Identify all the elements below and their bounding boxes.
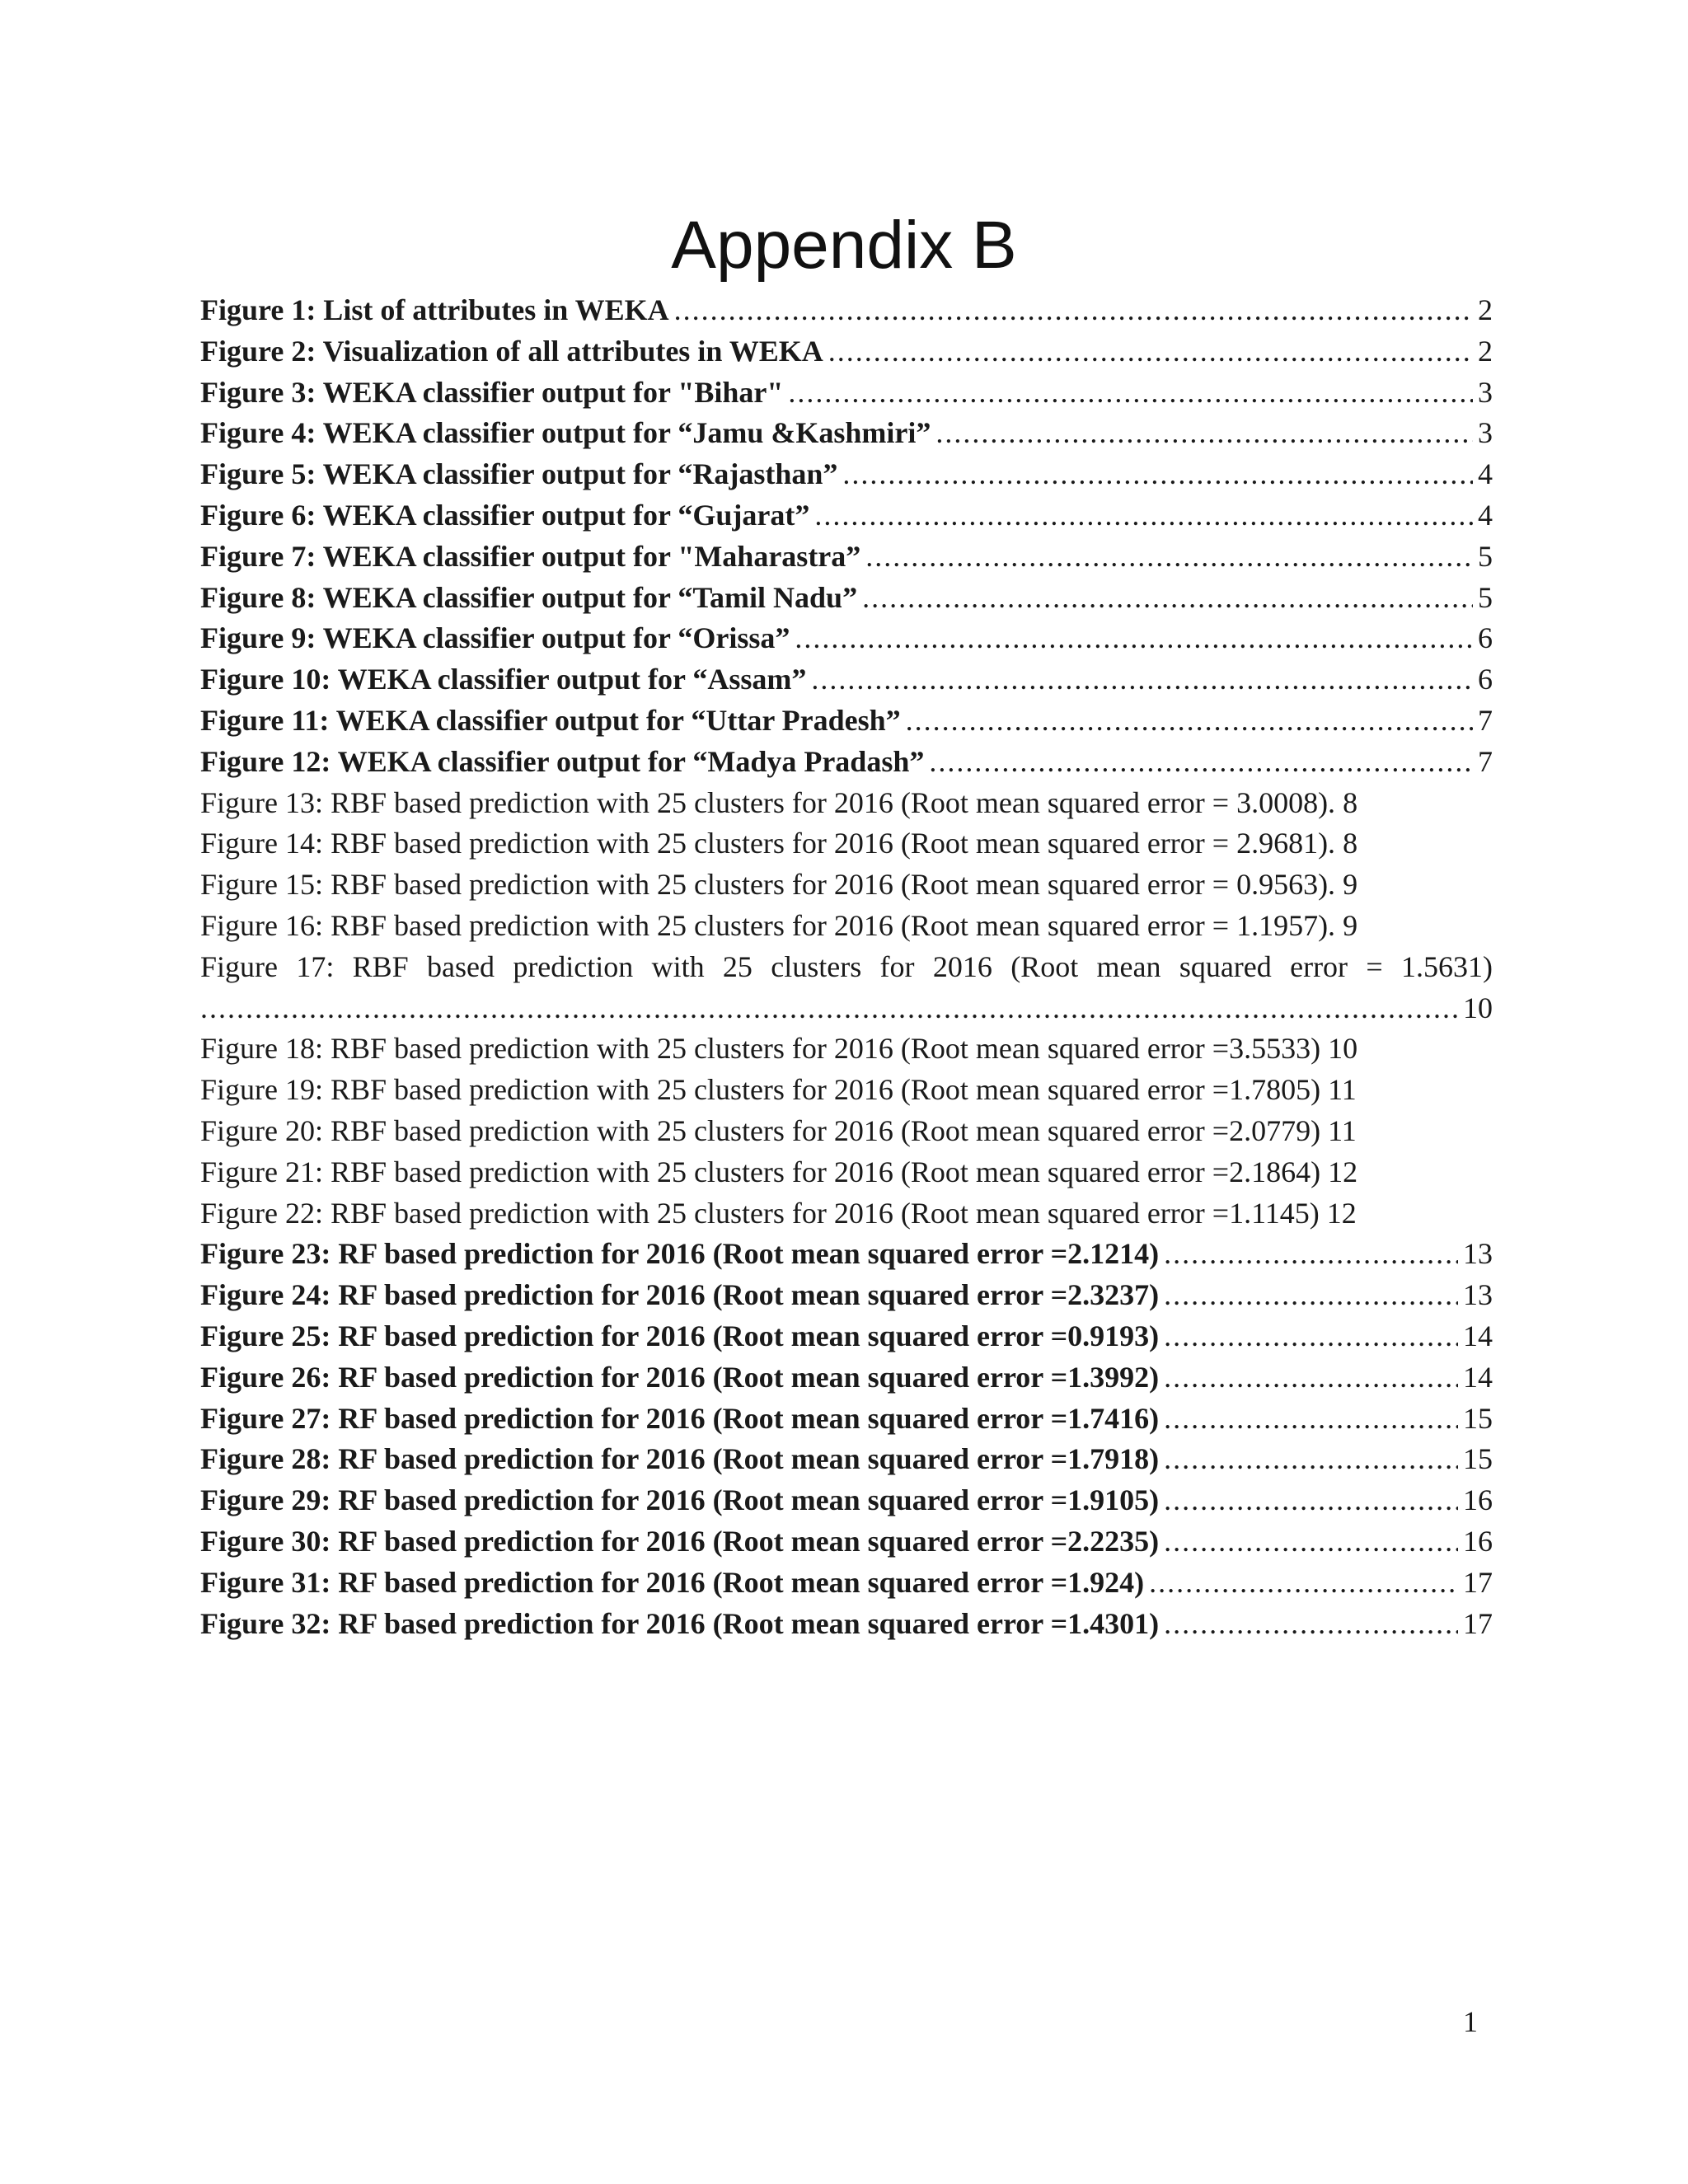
toc-dot-leader: [788, 373, 1473, 414]
toc-entry-text: Figure 20: RBF based prediction with 25 clusters for 2016 (Root mean squared error =2.0779): [200, 1113, 1321, 1147]
toc-dot-leader: [1149, 1563, 1458, 1604]
toc-dot-leader: [1164, 1234, 1458, 1275]
toc-entry-figure-26[interactable]: [200, 1357, 1493, 1399]
toc-page-number: 8: [1343, 827, 1358, 860]
toc-entry-figure-27[interactable]: [200, 1399, 1493, 1440]
toc-page-number: 7: [1478, 703, 1493, 737]
toc-entry-figure-28[interactable]: [200, 1439, 1493, 1480]
toc-entry-figure-24[interactable]: [200, 1275, 1493, 1316]
toc-page-number: 13: [1463, 1237, 1493, 1271]
toc-dot-leader: [862, 578, 1473, 619]
toc-page-number: 14: [1463, 1360, 1493, 1394]
toc-page-number: 11: [1328, 1073, 1357, 1107]
toc-dot-leader: [828, 331, 1473, 373]
toc-entry-text: Figure 28: RF based prediction for 2016 (Root mean squared error =1.7918): [200, 1442, 1160, 1476]
toc-entry-figure-25[interactable]: [200, 1316, 1493, 1357]
toc-entry-text: Figure 32: RF based prediction for 2016 (Root mean squared error =1.4301): [200, 1606, 1160, 1640]
page-number: 1: [1463, 2005, 1478, 2038]
toc-dot-leader: [1164, 1357, 1458, 1399]
toc-entry-figure-21[interactable]: [200, 1152, 1493, 1193]
toc-dot-leader: [1164, 1604, 1458, 1645]
toc-dot-leader: [200, 988, 1458, 1029]
toc-dot-leader: [814, 495, 1473, 537]
toc-entry-text: Figure 5: WEKA classifier output for “Rajasthan”: [200, 457, 838, 491]
toc-page-number: 9: [1343, 908, 1358, 942]
toc-entry-text: Figure 26: RF based prediction for 2016 (Root mean squared error =1.3992): [200, 1360, 1160, 1394]
toc-entry-text: Figure 13: RBF based prediction with 25 clusters for 2016 (Root mean squared error = 3.0008).: [200, 785, 1336, 819]
toc-entry-text: Figure 4: WEKA classifier output for “Jamu &Kashmiri”: [200, 416, 931, 450]
toc-page-number: 12: [1326, 1196, 1357, 1230]
toc-entry-figure-31[interactable]: [200, 1563, 1493, 1604]
toc-entry-figure-22[interactable]: [200, 1193, 1493, 1235]
toc-entry-figure-20[interactable]: [200, 1111, 1493, 1152]
toc-entry-figure-18[interactable]: [200, 1029, 1493, 1070]
toc-entry-text: Figure 10: WEKA classifier output for “Assam”: [200, 663, 807, 696]
toc-page-number: 10: [1463, 991, 1493, 1024]
toc-page-number: 8: [1343, 785, 1358, 819]
toc-entry-text: Figure 16: RBF based prediction with 25 clusters for 2016 (Root mean squared error = 1.1957).: [200, 908, 1336, 942]
toc-entry-figure-8[interactable]: [200, 578, 1493, 619]
toc-page-number: 15: [1463, 1442, 1493, 1476]
toc-entry-text: Figure 22: RBF based prediction with 25 clusters for 2016 (Root mean squared error =1.1145): [200, 1196, 1320, 1230]
toc-entry-figure-15[interactable]: [200, 865, 1493, 906]
toc-entry-text: Figure 27: RF based prediction for 2016 (Root mean squared error =1.7416): [200, 1401, 1160, 1435]
toc-entry-figure-10[interactable]: [200, 659, 1493, 701]
toc-entry-figure-30[interactable]: [200, 1521, 1493, 1563]
toc-dot-leader: [811, 659, 1473, 701]
toc-page-number: 5: [1478, 580, 1493, 614]
toc-entry-text: Figure 21: RBF based prediction with 25 clusters for 2016 (Root mean squared error =2.1864): [200, 1155, 1321, 1188]
toc-entry-figure-12[interactable]: [200, 742, 1493, 783]
toc-entry-figure-3[interactable]: [200, 373, 1493, 414]
toc-dot-leader: [929, 742, 1473, 783]
toc-dot-leader: [842, 454, 1473, 495]
toc-entry-text: Figure 14: RBF based prediction with 25 clusters for 2016 (Root mean squared error = 2.9681).: [200, 827, 1336, 860]
toc-entry-text: Figure 11: WEKA classifier output for “Uttar Pradesh”: [200, 703, 901, 737]
toc-entry-text: Figure 24: RF based prediction for 2016 (Root mean squared error =2.3237): [200, 1278, 1160, 1312]
toc-page-number: 12: [1328, 1155, 1358, 1188]
toc-page-number: 6: [1478, 621, 1493, 655]
toc-entry-figure-29[interactable]: [200, 1480, 1493, 1521]
toc-entry-figure-11[interactable]: [200, 701, 1493, 742]
toc-entry-text: Figure 18: RBF based prediction with 25 clusters for 2016 (Root mean squared error =3.5533): [200, 1032, 1321, 1066]
toc-page-number: 7: [1478, 744, 1493, 778]
toc-entry-figure-2[interactable]: [200, 331, 1493, 373]
toc-entry-text: Figure 15: RBF based prediction with 25 clusters for 2016 (Root mean squared error = 0.9563).: [200, 868, 1336, 902]
toc-entry-figure-23[interactable]: [200, 1234, 1493, 1275]
toc-entry-text: Figure 7: WEKA classifier output for "Maharastra”: [200, 539, 861, 573]
toc-page-number: 4: [1478, 498, 1493, 532]
toc-entry-figure-5[interactable]: [200, 454, 1493, 495]
toc-entry-text: Figure 1: List of attributes in WEKA: [200, 293, 669, 326]
toc-entry-figure-32[interactable]: [200, 1604, 1493, 1645]
toc-entry-text: Figure 6: WEKA classifier output for “Gujarat”: [200, 498, 810, 532]
toc-entry-figure-17[interactable]: [200, 947, 1493, 1029]
toc-entry-figure-7[interactable]: [200, 537, 1493, 578]
toc-entry-text: Figure 8: WEKA classifier output for “Tamil Nadu”: [200, 580, 858, 614]
toc-dot-leader: [1164, 1480, 1458, 1521]
toc-dot-leader: [1164, 1399, 1458, 1440]
toc-page-number: 5: [1478, 539, 1493, 573]
page-title: Appendix B: [671, 208, 1017, 283]
toc-entry-text: Figure 30: RF based prediction for 2016 (Root mean squared error =2.2235): [200, 1524, 1160, 1558]
toc-entry-text: Figure 19: RBF based prediction with 25 clusters for 2016 (Root mean squared error =1.7805): [200, 1073, 1321, 1107]
toc-page-number: 14: [1463, 1319, 1493, 1352]
toc-page-number: 16: [1463, 1524, 1493, 1558]
toc-dot-leader: [1164, 1439, 1458, 1480]
toc-page-number: 2: [1478, 334, 1493, 368]
toc-dot-leader: [935, 413, 1473, 454]
toc-entry-text: Figure 25: RF based prediction for 2016 (Root mean squared error =0.9193): [200, 1319, 1160, 1352]
toc-dot-leader: [906, 701, 1473, 742]
toc-entry-text: Figure 9: WEKA classifier output for “Orissa”: [200, 621, 790, 655]
toc-page-number: 10: [1328, 1032, 1358, 1066]
toc-entry-text: Figure 31: RF based prediction for 2016 (Root mean squared error =1.924): [200, 1565, 1145, 1599]
table-of-figures: [200, 290, 1493, 1644]
toc-entry-figure-16[interactable]: [200, 906, 1493, 947]
toc-page-number: 9: [1343, 868, 1358, 902]
toc-entry-text: Figure 12: WEKA classifier output for “Madya Pradash”: [200, 744, 925, 778]
toc-entry-text: Figure 23: RF based prediction for 2016 (Root mean squared error =2.1214): [200, 1237, 1160, 1271]
toc-entry-figure-4[interactable]: [200, 413, 1493, 454]
toc-page-number: 15: [1463, 1401, 1493, 1435]
toc-page-number: 13: [1463, 1278, 1493, 1312]
toc-entry-figure-6[interactable]: [200, 495, 1493, 537]
toc-page-number: 4: [1478, 457, 1493, 491]
toc-entry-figure-13[interactable]: [200, 783, 1493, 824]
toc-page-number: 16: [1463, 1483, 1493, 1517]
toc-dot-leader: [674, 290, 1473, 331]
toc-entry-figure-14[interactable]: [200, 823, 1493, 865]
toc-entry-text: Figure 17: RBF based prediction with 25 clusters for 2016 (Root mean squared error = 1.5631): [200, 949, 1493, 983]
toc-entry-text: Figure 3: WEKA classifier output for "Bihar": [200, 375, 784, 409]
toc-entry-figure-9[interactable]: [200, 618, 1493, 659]
toc-dot-leader: [1164, 1275, 1458, 1316]
toc-entry-figure-1[interactable]: [200, 290, 1493, 331]
toc-entry-text: Figure 2: Visualization of all attributes in WEKA: [200, 334, 823, 368]
toc-page-number: 3: [1478, 375, 1493, 409]
toc-page-number: 17: [1463, 1606, 1493, 1640]
toc-dot-leader: [1164, 1521, 1458, 1563]
toc-page-number: 11: [1328, 1113, 1357, 1147]
toc-dot-leader: [795, 618, 1473, 659]
toc-dot-leader: [1164, 1316, 1458, 1357]
toc-entry-figure-19[interactable]: [200, 1070, 1493, 1111]
toc-dot-leader: [865, 537, 1473, 578]
toc-entry-text: Figure 29: RF based prediction for 2016 (Root mean squared error =1.9105): [200, 1483, 1160, 1517]
toc-page-number: 3: [1478, 416, 1493, 450]
toc-page-number: 2: [1478, 293, 1493, 326]
toc-page-number: 17: [1463, 1565, 1493, 1599]
toc-page-number: 6: [1478, 663, 1493, 696]
